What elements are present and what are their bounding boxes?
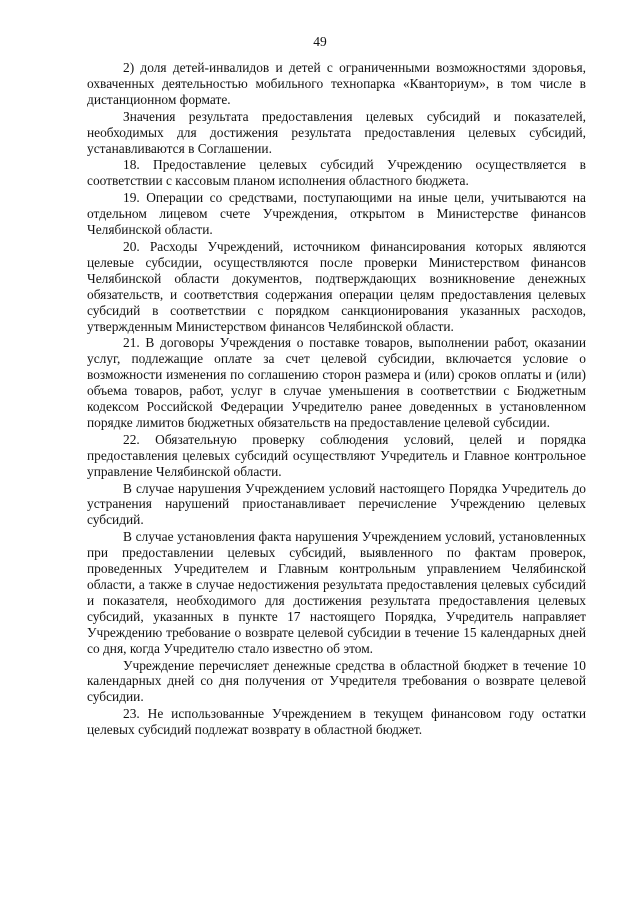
paragraph-19: 19. Операции со средствами, поступающими на иные цели, учитываются на отдельном лицевом счете Учреждения, открытом в Министерстве финансов Челябинской области. bbox=[87, 190, 586, 238]
paragraph-20: 20. Расходы Учреждений, источником финансирования которых являются целевые субсидии, осуществляются после проверки Министерством финансов Челябинской области документов, подтверждающих возникновение денежных обязательств, и соответствия содержания операции целям предоставления целевых субсидий в соответствии с порядком санкционирования указанных расходов, утвержденным Министерством финансов Челябинской области. bbox=[87, 238, 586, 334]
paragraph-violation-suspension: В случае нарушения Учреждением условий настоящего Порядка Учредитель до устранения нарушений приостанавливает перечисление Учреждению целевых субсидий. bbox=[87, 480, 586, 528]
document-body bbox=[87, 60, 586, 738]
paragraph-violation-refund-demand: В случае установления факта нарушения Учреждением условий, установленных при предоставлении целевых субсидий, выявленного по фактам проверок, проведенных Учредителем и Главным контрольным управлением Челябинской области, а также в случае недостижения результата предоставления целевых субсидий и показателя, необходимого для достижения результата предоставления целевых субсидий, указанных в пункте 17 настоящего Порядка, Учредитель направляет Учреждению требование о возврате целевой субсидии в течение 15 календарных дней со дня, когда Учредителю стало известно об этом. bbox=[87, 529, 586, 656]
paragraph-result-values: Значения результата предоставления целевых субсидий и показателей, необходимых для достижения результата предоставления целевых субсидий, устанавливаются в Соглашении. bbox=[87, 108, 586, 156]
page-number: 49 bbox=[313, 34, 327, 49]
paragraph-refund-transfer: Учреждение перечисляет денежные средства в областной бюджет в течение 10 календарных дней со дня получения от Учредителя требования о возврате целевой субсидии. bbox=[87, 657, 586, 705]
paragraph-item-2-children-disabilities: 2) доля детей-инвалидов и детей с ограниченными возможностями здоровья, охваченных деятельностью мобильного технопарка «Кванториум», в том числе в дистанционном формате. bbox=[87, 60, 586, 107]
paragraph-18: 18. Предоставление целевых субсидий Учреждению осуществляется в соответствии с кассовым планом исполнения областного бюджета. bbox=[87, 157, 586, 189]
paragraph-22: 22. Обязательную проверку соблюдения условий, целей и порядка предоставления целевых субсидий осуществляют Учредитель и Главное контрольное управление Челябинской области. bbox=[87, 431, 586, 479]
paragraph-23: 23. Не использованные Учреждением в текущем финансовом году остатки целевых субсидий подлежат возврату в областной бюджет. bbox=[87, 706, 586, 738]
paragraph-21: 21. В договоры Учреждения о поставке товаров, выполнении работ, оказании услуг, подлежащие оплате за счет целевой субсидии, включается условие о возможности изменения по соглашению сторон размера и (или) сроков оплаты и (или) объема товаров, работ, услуг в случае уменьшения в соответствии с Бюджетным кодексом Российской Федерации Учредителю ранее доведенных в установленном порядке лимитов бюджетных обязательств на предоставление целевой субсидии. bbox=[87, 335, 586, 430]
